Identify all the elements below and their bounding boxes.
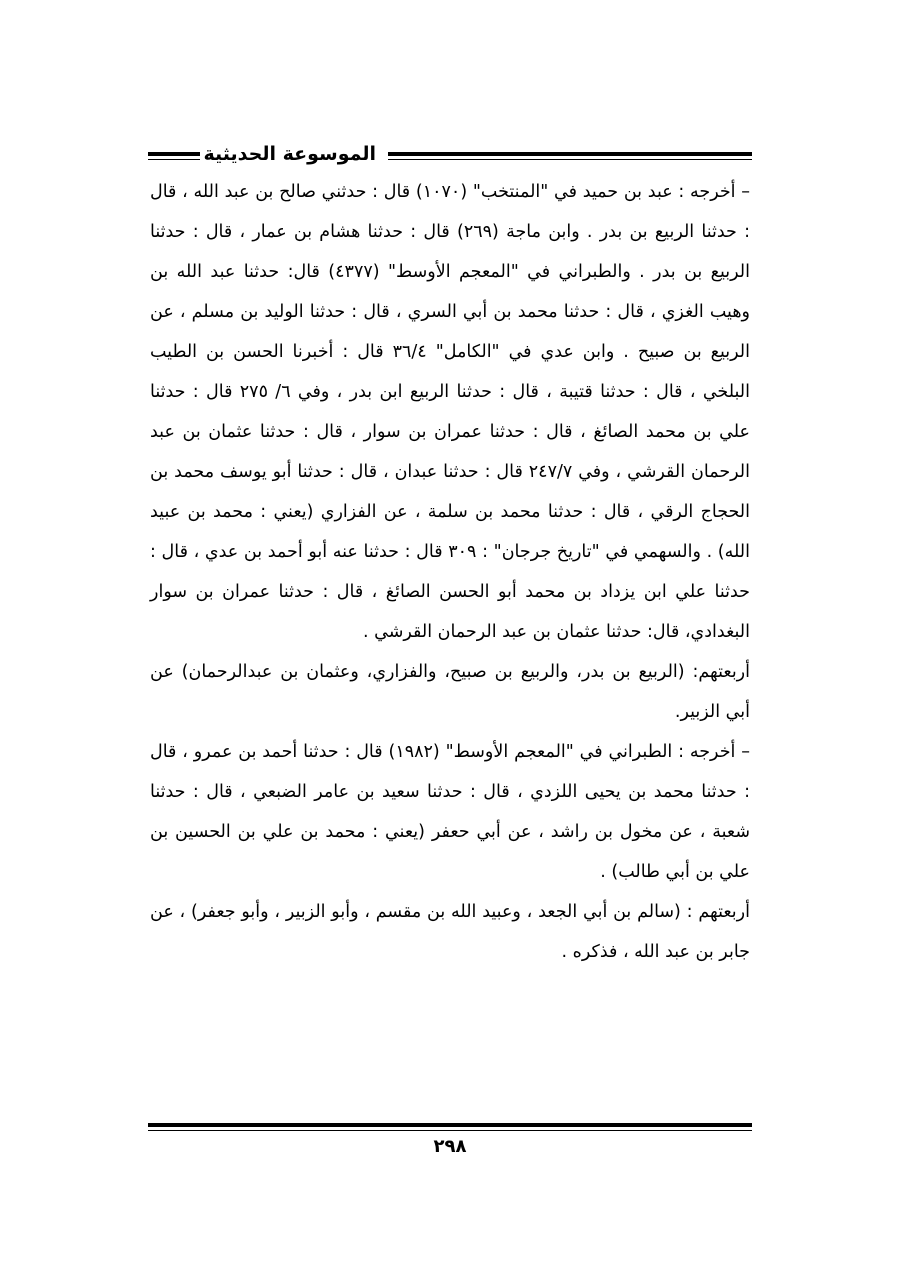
- main-text: [150, 172, 750, 972]
- paragraph-summary-1: أربعتهم: (الربيع بن بدر، والربيع بن صبيح، والفزاري، وعثمان بن عبدالرحمان) عن أبي الزبير.: [150, 662, 750, 722]
- header-rule-left: [148, 152, 200, 160]
- running-header: [148, 140, 752, 176]
- header-rule-right: [388, 152, 752, 160]
- page-number: ٢٩٨: [433, 1136, 467, 1157]
- paragraph-summary-2: أربعتهم : (سالم بن أبي الجعد ، وعبيد الله بن مقسم ، وأبو الزبير ، وأبو جعفر) ، عن جابر بن عبد الله ، فذكره .: [150, 902, 750, 962]
- paragraph-takhrij-2: – أخرجه : الطبراني في "المعجم الأوسط" (١٩٨٢) قال : حدثنا أحمد بن عمرو ، قال : حدثنا محمد بن يحيى اللزدي ، قال : حدثنا سعيد بن عامر الضبعي ، قال : حدثنا شعبة ، عن مخول بن راشد ، عن أبي حعفر (يعني : محمد بن علي بن الحسين بن علي بن أبي طالب) .: [150, 742, 750, 882]
- paragraph-takhrij-1: – أخرجه : عبد بن حميد في "المنتخب" (١٠٧٠) قال : حدثني صالح بن عبد الله ، قال : حدثنا الربيع بن بدر . وابن ماجة (٢٦٩) قال : حدثنا هشام بن عمار ، قال : حدثنا الربيع بن بدر . والطبراني في "المعجم الأوسط" (٤٣٧٧) قال: حدثنا عبد الله بن وهيب الغزي ، قال : حدثنا محمد بن أبي السري ، قال : حدثنا الوليد بن مسلم ، عن الربيع بن صبيح . وابن عدي في "الكامل" ٣٦/٤ قال : أخبرنا الحسن بن الطيب البلخي ، قال : حدثنا قتيبة ، قال : حدثنا الربيع ابن بدر ، وفي ٦/ ٢٧٥ قال : حدثنا علي بن محمد الصائغ ، قال : حدثنا عمران بن سوار ، قال : حدثنا عثمان بن عبد الرحمان القرشي ، وفي ٢٤٧/٧ قال : حدثنا عبدان ، قال : حدثنا أبو يوسف محمد بن الحجاج الرقي ، قال : حدثنا محمد بن سلمة ، عن الفزاري (يعني : محمد بن عبيد الله) . والسهمي في "تاريخ جرجان" : ٣٠٩ قال : حدثنا عنه أبو أحمد بن عدي ، قال : حدثنا علي ابن يزداد بن محمد أبو الحسن الصائغ ، قال : حدثنا عمران بن سوار البغدادي، قال: حدثنا عثمان بن عبد الرحمان القرشي .: [150, 182, 751, 642]
- running-header-title: الموسوعة الحديثية: [203, 143, 376, 165]
- footer-rule: [148, 1123, 752, 1131]
